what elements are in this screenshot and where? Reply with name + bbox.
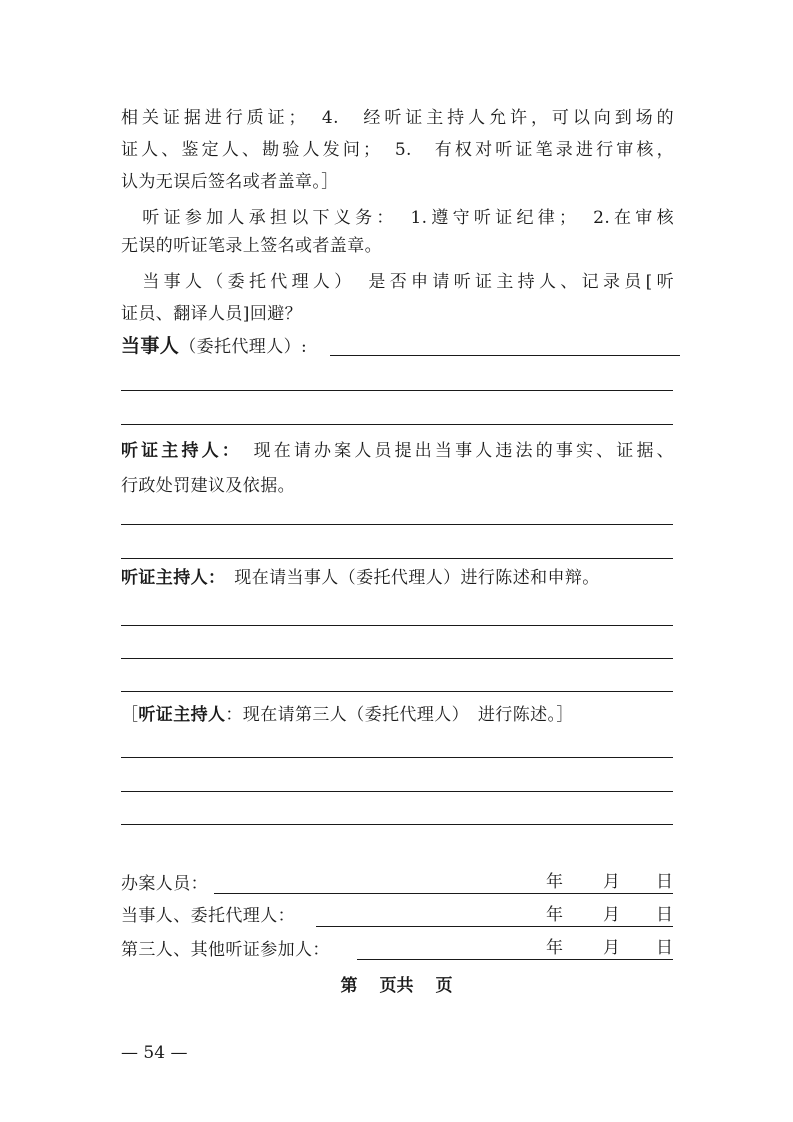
page-indicator-ye-gong: 页共 [379,976,414,996]
answer-line[interactable] [121,558,673,559]
date-year: 年 [546,872,563,892]
open-bracket: ［ [121,705,139,725]
date-month: 月 [603,938,620,958]
obligations-line-1: 听证参加人承担以下义务： 1.遵守听证纪律； 2.在审核 [121,208,674,228]
answer-line[interactable] [121,824,673,825]
host-statement-1-line-1 [121,441,674,461]
party-reply-label [121,336,307,357]
signature-label: 当事人、委托代理人： [121,906,295,926]
host-statement-text: 现在请当事人（委托代理人）进行陈述和申辩。 [216,568,600,588]
host-statement-text: 现在请办案人员提出当事人违法的事实、证据、 [233,441,674,461]
host-speaker: 听证主持人： [121,568,217,588]
host-statement-text: ：现在请第三人（委托代理人） 进行陈述。］ [225,705,574,725]
date-month: 月 [603,872,620,892]
answer-line[interactable] [121,524,673,525]
rights-line-1: 相关证据进行质证； 4. 经听证主持人允许，可以向到场的 [121,108,674,128]
page-number: — 54 — [121,1043,188,1063]
date-year: 年 [546,905,563,925]
signature-field[interactable] [316,926,673,927]
host-statement-1-line-2: 行政处罚建议及依据。 [121,476,295,496]
party-speaker: 当事人 [121,335,180,357]
host-statement-2 [121,568,674,588]
recusal-question-line-1: 当事人（委托代理人） 是否申请听证主持人、记录员[听 [121,272,674,292]
party-role: （委托代理人）: [179,337,308,357]
page-indicator [0,971,793,996]
signature-label: 第三人、其他听证参加人： [121,940,330,960]
party-reply-field[interactable] [330,355,680,356]
signature-label: 办案人员： [121,874,208,894]
date-day: 日 [656,905,673,925]
rights-line-2: 证人、鉴定人、勘验人发问； 5. 有权对听证笔录进行审核， [121,140,674,160]
answer-line[interactable] [121,424,673,425]
host-speaker: 听证主持人： [121,441,234,461]
date-day: 日 [656,872,673,892]
answer-line[interactable] [121,658,673,659]
answer-line[interactable] [121,791,673,792]
recusal-question-line-2: 证员、翻译人员]回避？ [121,304,303,324]
answer-line[interactable] [121,390,673,391]
date-year: 年 [546,938,563,958]
date-day: 日 [656,938,673,958]
answer-line[interactable] [121,691,673,692]
answer-line[interactable] [121,757,673,758]
obligations-line-2: 无误的听证笔录上签名或者盖章。 [121,236,382,256]
host-speaker: 听证主持人 [138,705,226,725]
page-indicator-ye: 页 [435,976,453,996]
signature-field[interactable] [214,893,673,894]
signature-field[interactable] [357,959,673,960]
host-statement-3 [121,705,674,725]
page-indicator-di: 第 [340,976,358,996]
date-month: 月 [603,905,620,925]
answer-line[interactable] [121,625,673,626]
rights-line-3: 认为无误后签名或者盖章。］ [121,172,339,192]
